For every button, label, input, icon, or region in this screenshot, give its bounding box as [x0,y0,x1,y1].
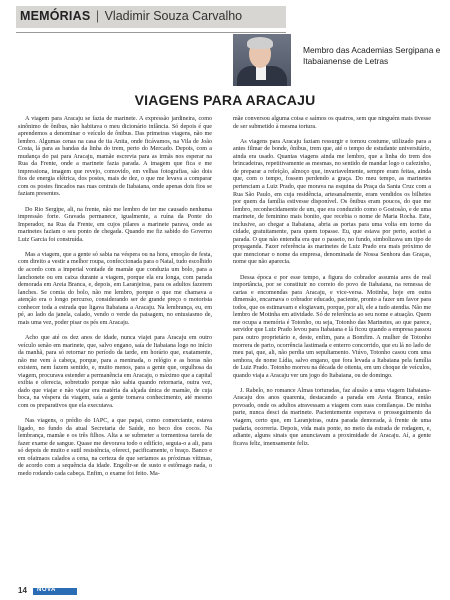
article-column-left [18,116,212,486]
header [20,9,242,23]
paragraph: mãe conversou alguma coisa e saímos os quatros, sem que ninguém mais tivesse de ser submetido à mesma tortura. [233,116,431,130]
article-title: VIAGENS PARA ARACAJU [134,92,316,108]
paragraph: Nas viagens, o prédio do IAPC, a que papai, como comerciante, estava ligado, no fundo da atual Secretaria de Saúde, no beco dos cocos. Na lembrança, mamãe e os três filhos. Alta a se submeter a tormentosa tarefa de fazer exame de sangue. Quase me devorava todo o edifício, seguia-o a ali, para só depois de muito e sutil resistência, ofereci, pacificamente, o braço. Banco e em ofaimaos calados a cena, na certeza de que seriamos as próximas vítimas, de acordo com a sequência da idade. Engolir-se de susto e estômago nada, o medo rodando cada cabeça. Enfim, o exame foi feito. Ma- [18,418,212,477]
header-separator: | [95,9,100,23]
section-label: MEMÓRIAS [20,9,91,23]
paragraph: Acho que até os dez anos de idade, nunca viajei para Aracaju em outro veículo senão em marinete, que, salvo engano, saía de Itabaiana logo no início da manhã, para só retornar no período da tarde, em horário que, exatamente, não me vem à cabeça, porque, para a meninada, o relógio e as horas não existem, nem fazem sentido, e, muito menos, para a gente que, orgulhosa da viagem, procurava estender a permanência em Aracaju, o máximo que a capital exibia e oferecia, sobretudo porque não sabia quando retornaria, outra vez, dado que viajar e não viajar era matéria da alçada única de mamãe, de cuja boca, na véspera da viagem, saía a gente tomava conhecimento, até mesmo com os preparativos que ela executava. [18,335,212,409]
paragraph: As viagens para Aracaju faziam ressurgir e tornou costume, utilizado para a antes filmar de bonde, ônibus, trem que, até o tempo de estudante universitário, ainda era usado. Quantas viagens ainda me lembro, que a linha do trem dos brincadeiras, repetitivamente as mesmas, no sentido de mandar logo o cafezinho, de preparar a refeição, almoço que, invariavelmente, sempre eram feitas, ainda que, com o tempo, fossem perdendo a graça. Do meu tempo, as marinetes pertenciam a Luiz Prado, que morava na esquina da Praça da Santa Cruz com a Rua São Paulo, em cuja residência, artesanalmente, eram vendidos os bilhetes por quem da família estivesse disponível. Os ônibus eram poucos, do que me lembro, reconhecidamente de um, que era conduzido como o Gostosão, e de uma marinete, de feminino mais bonito, que recebia o nome de Maria Rocha. Este, inclusive, ao chegar a Itabaiana, abria as portas para uma volta em torno da cidade, gratuitamente, para quem topasse. Eu, que estava por perto, aceitei a parada. O que não entendia era que o passeio, no fundo, simbolizava um tipo de propaganda. Fazer referência às marinetes de Luiz Prado era mais próximo de que mencionar o nome da empresa, denominada de Nossa Senhora das Graças, nome que não aparecia. [233,138,431,266]
paragraph: A viagem para Aracaju se fazia de marinete. A expressão jardineira, como sinônimo de ônibus, não habitava o meu dicionário infância. Só depois é que aprendemos a denominar o veículo de ônibus. Das primeiras viagens, não me lembro. Algumas cenas na casa de tia Anita, onde ficávamos, na Vila de João Costa, lá para as bandas da linha do trem, perto do Mercado. Depois, com a mudança do pai para Aracaju, mamãe escrevia para as irmãs nos esperar na Rua da Frente, onde a marinete fazia parada. A imagem que fica e me impressiona, imagem que revejo, comovido, em velhas fotografias, são dois fios de energia elétrica, dos postes, mais de dez, o que me levava a comparar com os postes fincados nas ruas centrais de Itabaiana, onde apenas dois fios se faziam presentes. [18,116,212,198]
author-photo [233,34,291,86]
paragraph: Dessa época e por esse tempo, a figura do cobrador assumia ares de real importância, por se constituir no correio do povo de Itabaiana, na remessa de cartas e encomendas para Aracaju, e vice-versa. Motinha, hoje em outra dimensão, encarnava o cobrador educado, paciente, pronto a fazer um favor para todos, que os estimavam e elogiavam, porque, por ali, ele a tudo atendia. Não me lembro de Motinha em atividade. Só de referência ao seu nome e atuação. Quem me ocupa a memória é Totonho, ou seja, Totonho das Marinetes, ao que parece, servidor que Luiz Prado levou para Itabaiana e lá ficou quando a empresa passou para outro proprietário e, deste, enfim, para a Bomfim. A mulher de Totonho morrera de parto, ocorrência lastimada e enterro concorrido, que eu lá no lado de meu pai, que, ali, não perdia um sepultamento. Viúvo, Totonho casou com uma senhora, de nome Lídia, salvo engano, que fora levada a Itabaiana pela família de Luiz Prado. Totonho morreu na década de oitenta, em um choque de veículos, quando viaja a Aracaju ver um jogo do Itabaiana, ou de domingo. [233,274,431,379]
author-bio: Membro das Academias Sergipana e Itabaianense de Letras [303,45,441,66]
article-column-right [233,116,431,456]
logo-text: NOVA [37,587,56,593]
magazine-logo [33,588,77,595]
author-name: Vladimir Souza Carvalho [104,9,243,23]
paragraph: Do Rio Sergipe, ali, na frente, não me lembro de ter me causado nenhuma impressão forte. Gravada permanece, igualmente, a ruína da Ponte do Imperador, na Rua da Frente, em cujos pilares a marinete parava, onde as marinetes faziam o seu ponto de chegada. Quando me fiz sabido do Governo Luiz Garcia foi construída. [18,206,212,243]
header-rule [16,32,286,33]
paragraph: J. Rabelo, no romance Almas torturadas, faz alusão a uma viagem Itabaiana-Aracaju dos anos quarenta, destacando a parada em Areia Branca, então povoado, onde os adultos atravessam a viagem com suas comilanças. De minha parte, nunca desci da marinete. Pacientemente esperava o prosseguimento da viagem, certo que, em Laranjeiras, outra parada demorada, à frente de uma padaria, ocorreria. Depois, vida mais ponte, no meio da estrada de rodagem, e, adiante, alguns sinais que anunciavam a proximidade de Aracaju. Aí, a gente ficava feliz, imensamente feliz. [233,387,431,447]
paragraph: Mas a viagem, que a gente só sabia na véspera ou na hora, emoção de festa, com direito a vestir a melhor roupa, confeccionada para o Natal, tudo escolhido de acordo com a imperial vontade de mamãe que conduzia um bolo, para a lanchonete ou em caixa durante a viagem, porque ela era longa, com parada demorada em Areia Branca, e, depois, em Laranjeiras, para os adultos fazerem lanches. Se comia do bolo, não me lembro, porque o que me chamava a atenção era o longo percurso, considerando ser de grande preço o motorista conhecer toda a estrada que ligava Itabaiana a Aracaju. Na lembrança, eu, em pé, ao lado da janela, calado, vendo o verde da paisagem, no entusiasmo de, mais uma vez, poder pisar os pés em Aracaju. [18,251,212,326]
page-number: 14 [18,586,27,595]
